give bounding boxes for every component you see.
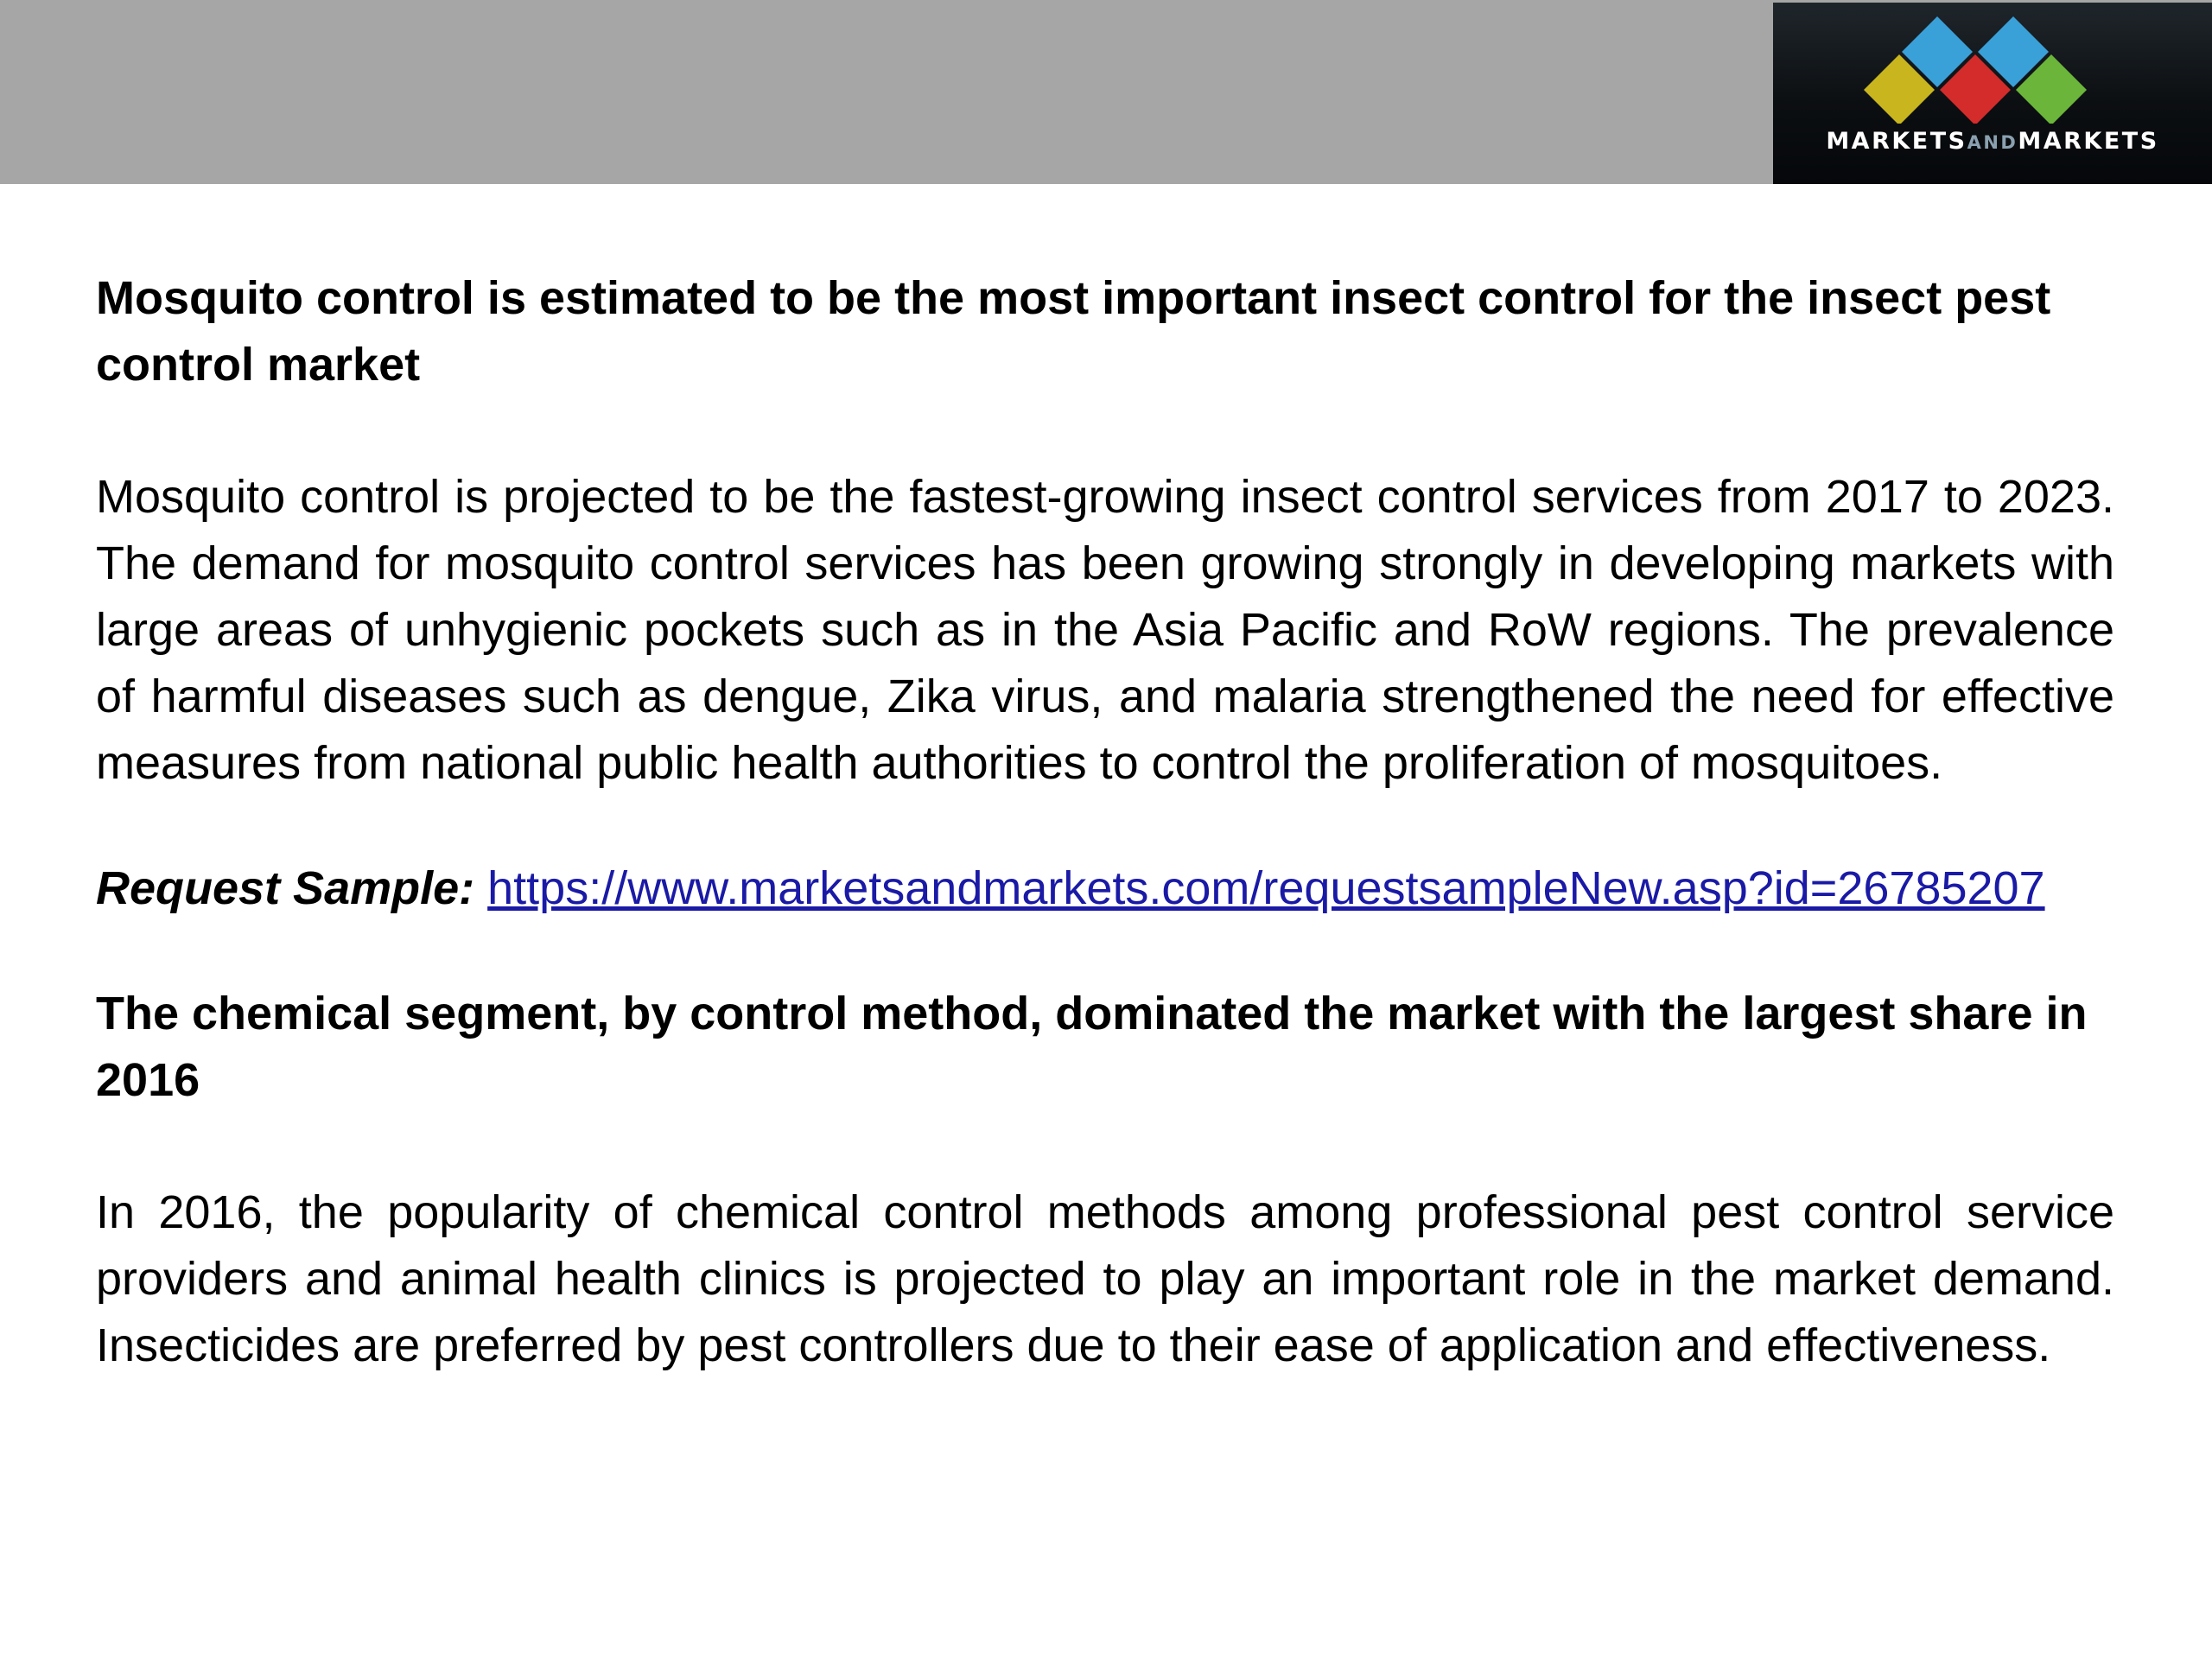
logo-word-markets: MARKETS bbox=[1826, 128, 1967, 155]
request-sample-separator: : bbox=[459, 862, 475, 914]
section1-heading: Mosquito control is estimated to be the most important insect control for the insect pest control market bbox=[96, 272, 2051, 391]
section2-body: In 2016, the popularity of chemical control methods among professional pest control service providers and animal health clinics is projected to play an important role in the market demand. Insecticides are preferred by pest controllers due to their ease of application and effectiveness. bbox=[96, 1186, 2114, 1371]
logo-word-and: AND bbox=[1967, 132, 2018, 153]
document-body bbox=[96, 265, 2114, 1379]
section2-heading: The chemical segment, by control method, dominated the market with the largest share in 2016 bbox=[96, 988, 2088, 1106]
marketsandmarkets-logo bbox=[1773, 3, 2212, 184]
request-sample-label: Request Sample bbox=[96, 862, 460, 914]
request-sample-line bbox=[96, 855, 2114, 922]
logo-wordmark bbox=[1773, 128, 2212, 155]
logo-diamonds-icon bbox=[1773, 3, 2212, 124]
request-sample-link[interactable]: https://www.marketsandmarkets.com/requestsampleNew.asp?id=26785207 bbox=[487, 862, 2045, 914]
logo-word-markets-end: MARKETS bbox=[2018, 128, 2159, 155]
section1-body: Mosquito control is projected to be the fastest-growing insect control services from 2017 to 2023. The demand for mosquito control services has been growing strongly in developing markets with large areas of unhygienic pockets such as in the Asia Pacific and RoW regions. The prevalence of harmful diseases such as dengue, Zika virus, and malaria strengthened the need for effective measures from national public health authorities to control the proliferation of mosquitoes. bbox=[96, 471, 2114, 789]
